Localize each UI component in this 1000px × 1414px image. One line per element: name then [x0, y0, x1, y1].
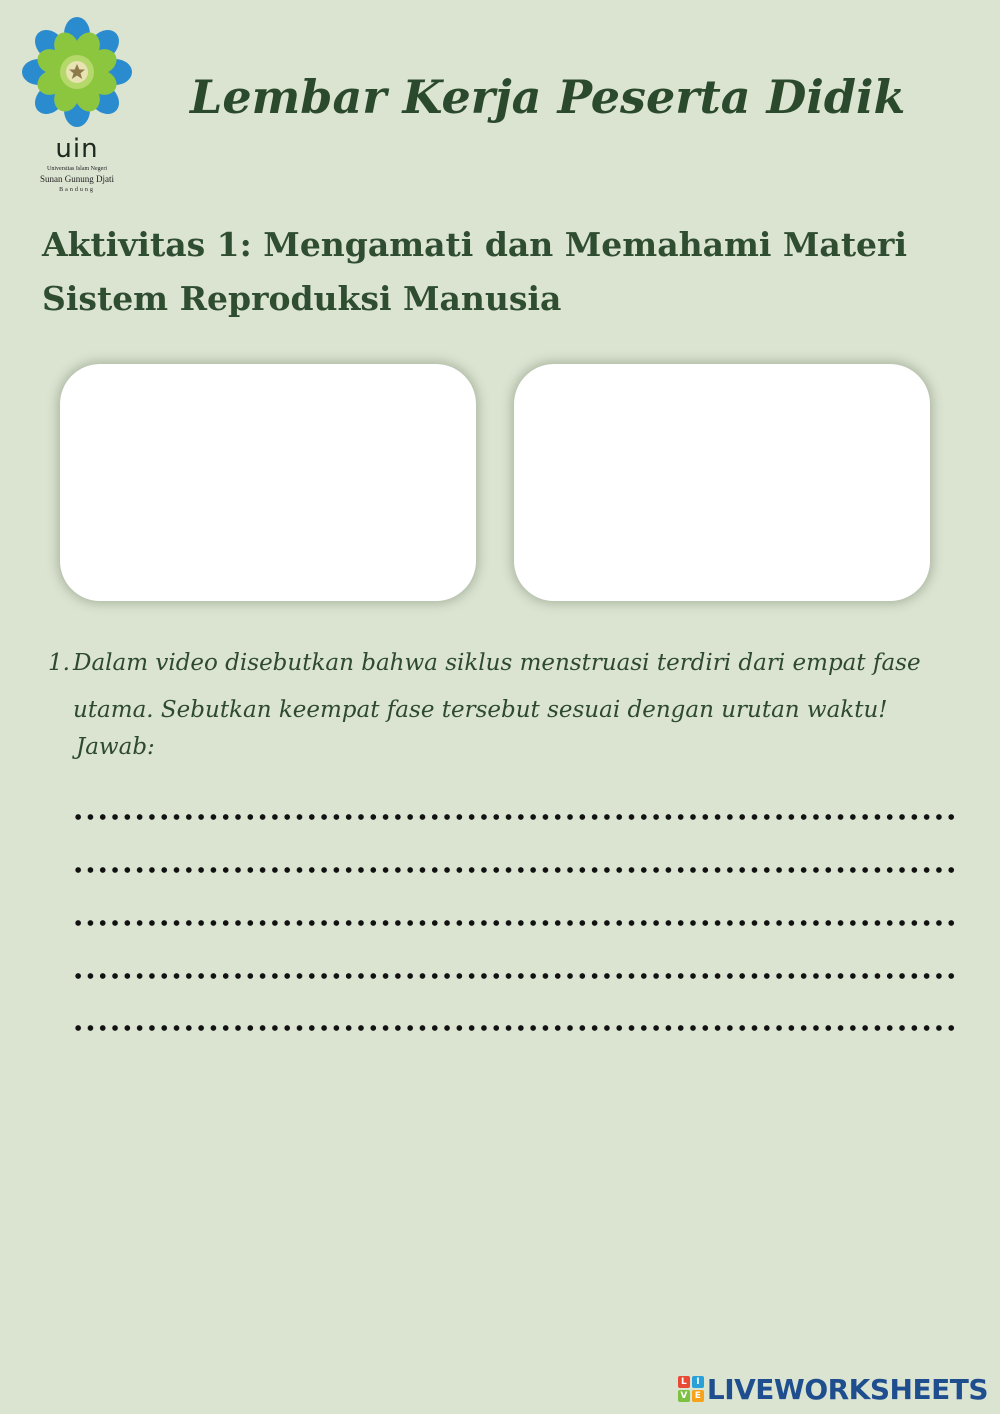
media-placeholder-right[interactable]	[514, 364, 930, 601]
page-title: Lembar Kerja Peserta Didik	[190, 70, 906, 124]
answer-line[interactable]	[72, 865, 956, 875]
brand-letter: L	[678, 1376, 690, 1388]
brand-letter: V	[678, 1390, 690, 1402]
brand-letter: I	[692, 1376, 704, 1388]
logo-caption-line1: Universitas Islam Negeri	[47, 166, 107, 172]
logo-caption-line2: Sunan Gunung Djati	[40, 174, 114, 184]
answer-line[interactable]	[72, 971, 956, 981]
question-text: Dalam video disebutkan bahwa siklus menstruasi terdiri dari empat fase utama. Sebutkan keempat fase tersebut sesuai dengan urutan waktu!	[73, 650, 921, 723]
brand-letter: E	[692, 1390, 704, 1402]
brand-name: LIVEWORKSHEETS	[706, 1372, 988, 1406]
logo-wordmark: uin	[55, 134, 99, 164]
uin-logo	[16, 14, 138, 193]
brand-grid-icon	[678, 1376, 704, 1402]
answer-label: Jawab:	[76, 734, 155, 760]
question-number: 1.	[48, 650, 70, 676]
answer-line[interactable]	[72, 918, 956, 928]
answer-line[interactable]	[72, 1023, 956, 1033]
answer-line[interactable]	[72, 812, 956, 822]
liveworksheets-brand	[678, 1372, 988, 1406]
media-placeholder-left[interactable]	[60, 364, 476, 601]
flower-emblem-icon	[16, 14, 138, 136]
activity-heading: Aktivitas 1: Mengamati dan Memahami Materi Sistem Reproduksi Manusia	[42, 225, 907, 318]
logo-caption-line3: Bandung	[59, 187, 95, 193]
